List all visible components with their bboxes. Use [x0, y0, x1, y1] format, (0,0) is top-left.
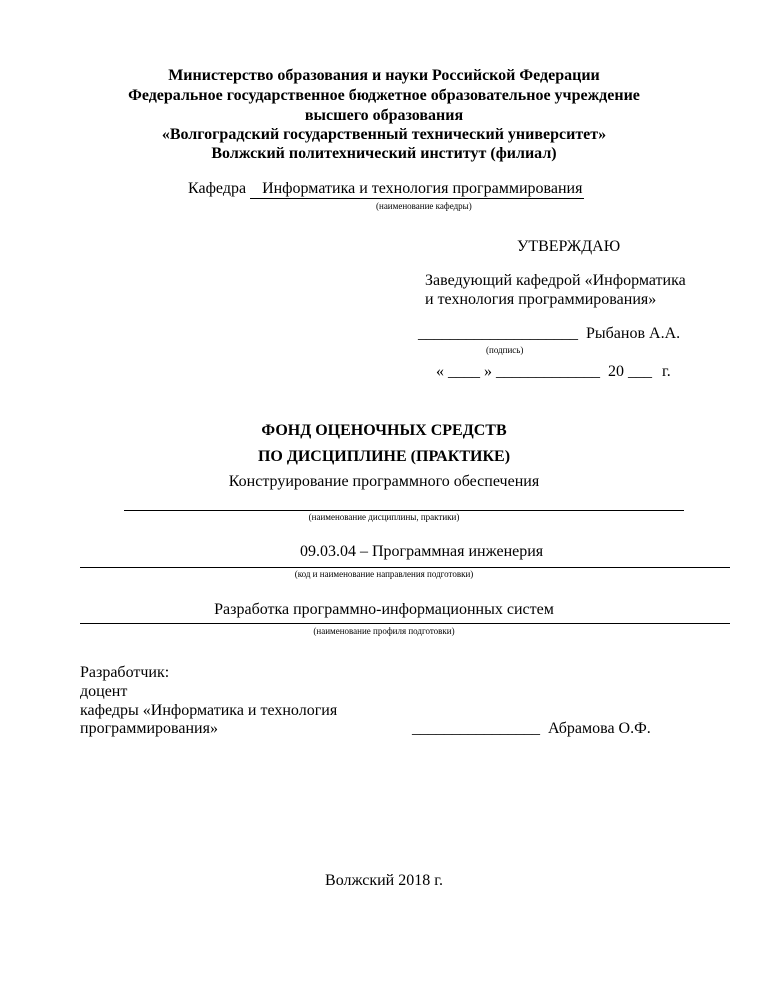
approver-name: Рыбанов А.А. — [586, 325, 681, 342]
document-title-line1: ФОНД ОЦЕНОЧНЫХ СРЕДСТВ — [261, 422, 507, 439]
department-name: Информатика и технология программирования — [250, 180, 584, 199]
developer-department-line2: программирования» — [80, 720, 218, 737]
date-year-prefix: 20 — [608, 363, 624, 380]
discipline-caption: (наименование дисциплины, практики) — [308, 512, 460, 522]
department-caption: (наименование кафедры) — [376, 201, 472, 211]
approver-position-line1: Заведующий кафедрой «Информатика — [425, 272, 686, 289]
department-prefix: Кафедра — [188, 180, 247, 197]
developer-position: доцент — [80, 683, 128, 700]
profile-name: Разработка программно-информационных систем — [214, 601, 554, 618]
direction-caption: (код и наименование направления подготовки) — [294, 569, 474, 579]
document-title-line2: ПО ДИСЦИПЛИНЕ (ПРАКТИКЕ) — [257, 448, 511, 465]
date-close-quote: » — [484, 363, 492, 380]
date-day-blank: ____ — [448, 363, 480, 380]
date-year-blank: ___ — [628, 363, 652, 380]
date-suffix: г. — [662, 363, 671, 380]
city-year: Волжский 2018 г. — [325, 872, 443, 889]
approval-title: УТВЕРЖДАЮ — [517, 238, 621, 255]
date-month-blank: _____________ — [496, 363, 600, 380]
developer-signature-row — [412, 720, 651, 738]
institution-type-line: Федеральное государственное бюджетное образовательное учреждение — [128, 87, 640, 104]
department-row — [188, 180, 584, 199]
discipline-name: Конструирование программного обеспечения — [228, 473, 540, 490]
developer-signature-blank: ________________ — [412, 720, 540, 737]
profile-caption: (наименование профиля подготовки) — [313, 626, 455, 636]
profile-underline — [80, 623, 730, 624]
branch-name-line: Волжский политехнический институт (филиал) — [211, 145, 557, 162]
date-open-quote: « — [436, 363, 444, 380]
signature-caption: (подпись) — [486, 345, 524, 355]
ministry-line: Министерство образования и науки Российской Федерации — [168, 67, 600, 84]
direction-underline — [80, 567, 730, 568]
discipline-underline — [124, 510, 684, 511]
approver-signature-row — [418, 325, 680, 343]
approval-date-row — [436, 363, 718, 381]
approver-signature-blank: ____________________ — [418, 325, 578, 342]
education-level-line: высшего образования — [304, 107, 464, 124]
developer-department-line1: кафедры «Информатика и технология — [80, 702, 338, 719]
developer-label: Разработчик: — [80, 664, 170, 681]
developer-name: Абрамова О.Ф. — [548, 720, 651, 737]
approver-position-line2: и технология программирования» — [425, 291, 657, 308]
university-name-line: «Волгоградский государственный технический университет» — [161, 126, 607, 143]
direction-name: 09.03.04 – Программная инженерия — [300, 543, 544, 560]
